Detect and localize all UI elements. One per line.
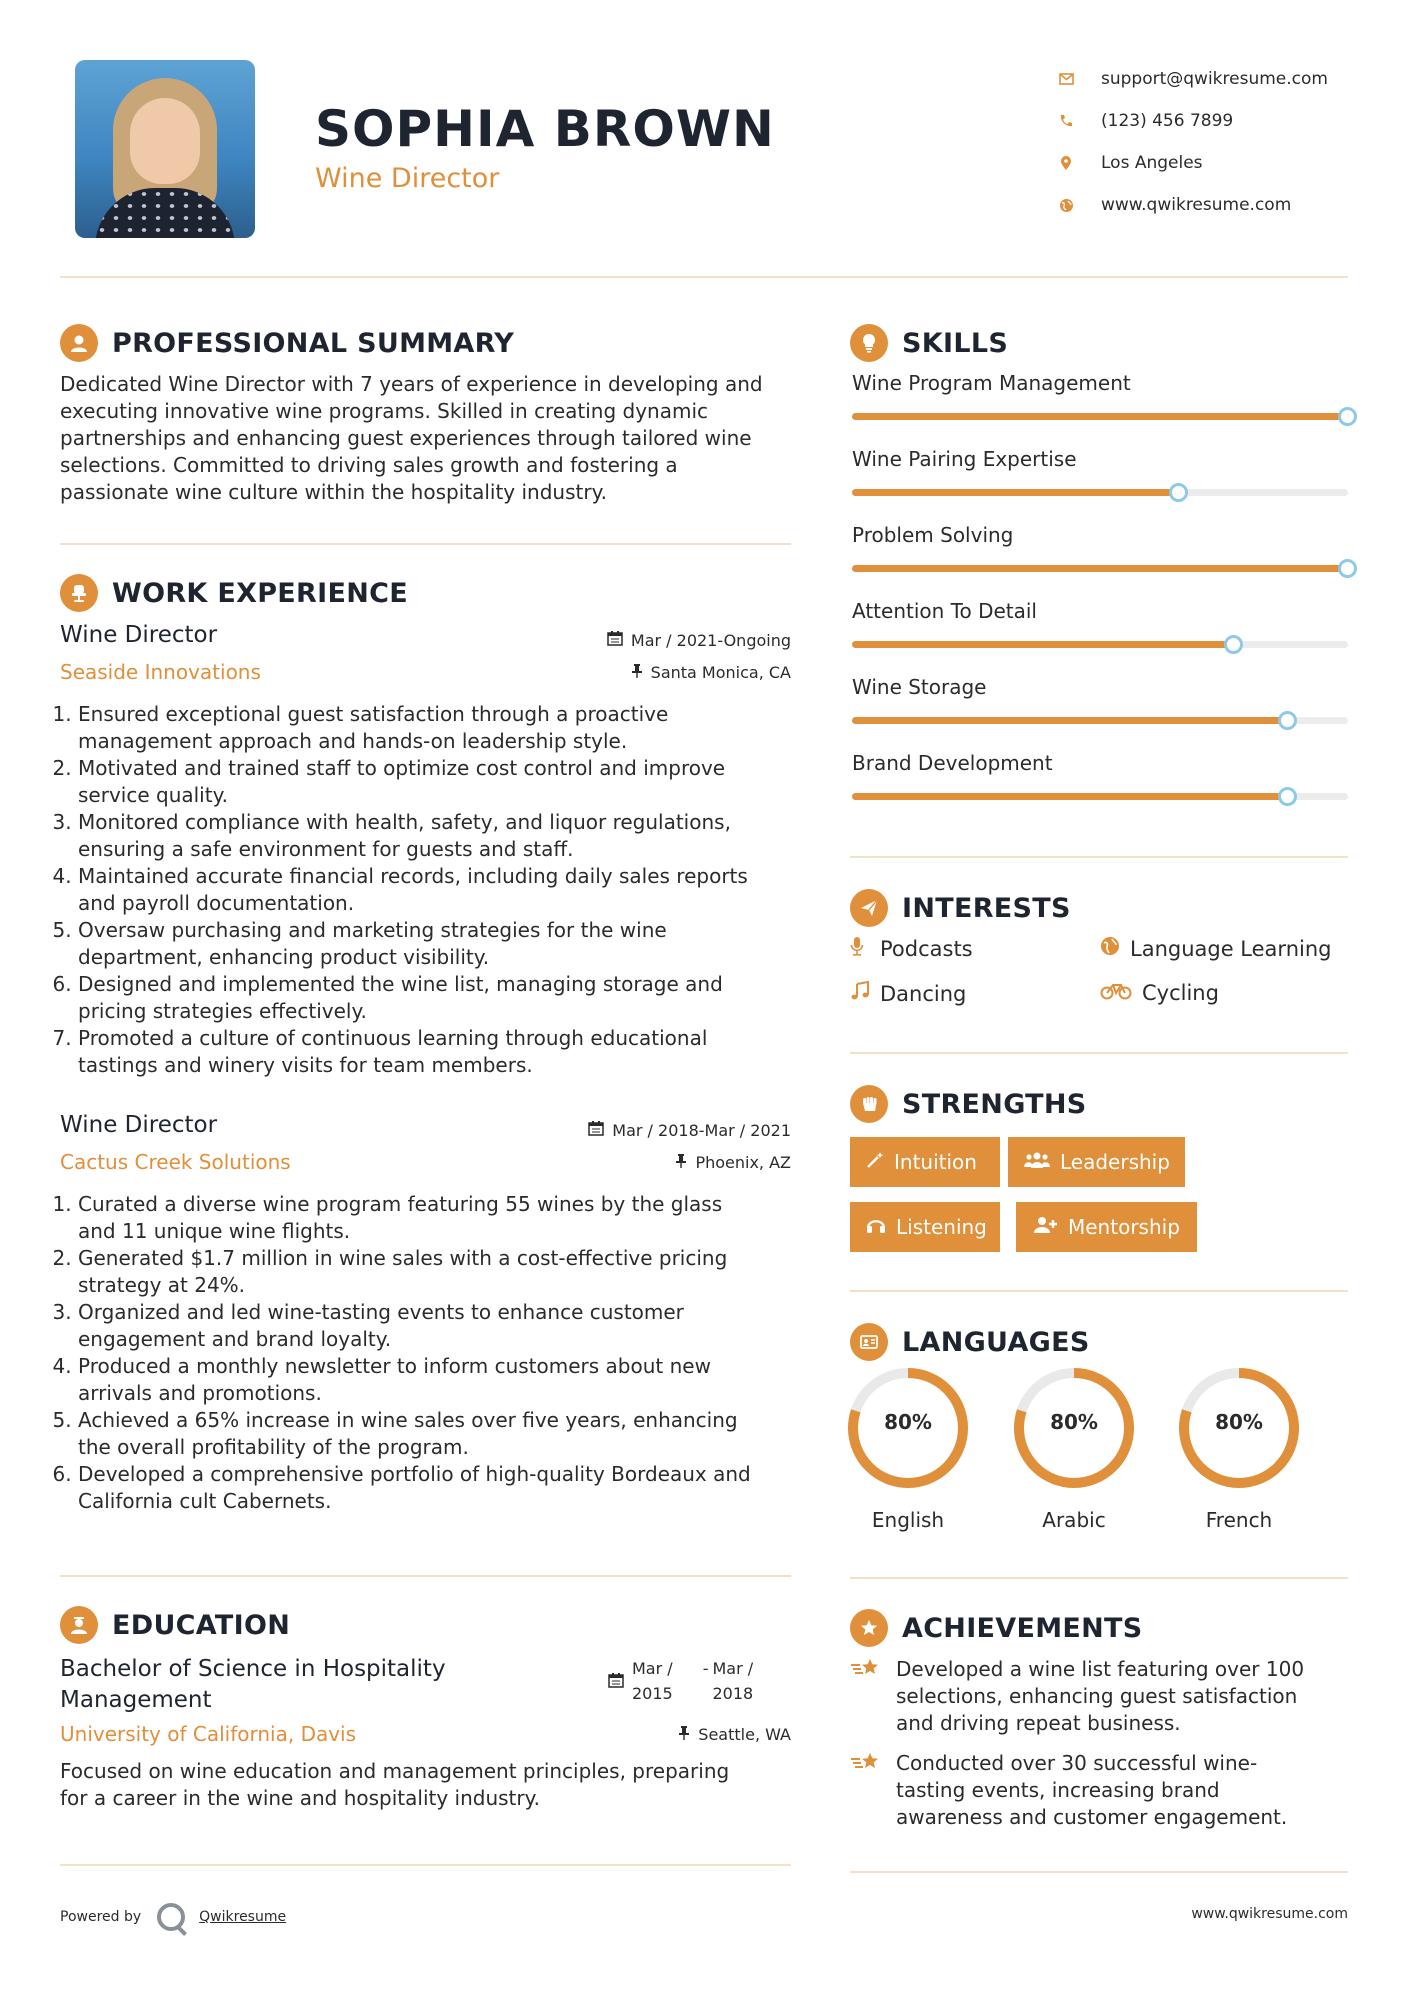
lightbulb-icon: [850, 324, 888, 362]
list-item: 2. Motivated and trained staff to optimize cost control and improve service quality.: [78, 755, 800, 809]
brand-link[interactable]: Qwikresume: [199, 1909, 287, 1925]
languages-heading: [850, 1323, 1090, 1361]
interests-heading: [850, 889, 1071, 927]
pushpin-icon: [675, 1153, 687, 1172]
footer-powered-by: [60, 1903, 286, 1931]
education-location: Seattle, WA: [678, 1725, 791, 1744]
skill-label: Brand Development: [852, 751, 1053, 775]
skill-item: [852, 371, 1348, 420]
skills-divider: [850, 856, 1348, 858]
bicycle-icon: [1100, 982, 1142, 1005]
candidate-title: Wine Director: [315, 163, 500, 194]
job-2-date: Mar / 2018-Mar / 2021: [588, 1120, 791, 1140]
powered-by-label: Powered by: [60, 1909, 142, 1925]
add-user-icon: [1032, 1216, 1058, 1239]
interests-divider: [850, 1052, 1348, 1054]
contact-list: [1055, 58, 1328, 226]
job-1-title: Wine Director: [60, 622, 218, 648]
microphone-icon: [850, 936, 880, 961]
strength-leadership: Leadership: [1008, 1137, 1185, 1187]
education-title: EDUCATION: [112, 1609, 291, 1641]
language-name: French: [1205, 1508, 1273, 1532]
list-item: 3. Organized and led wine-tasting events to enhance customer engagement and brand loyalty.: [78, 1299, 800, 1353]
job-2-title: Wine Director: [60, 1112, 218, 1138]
summary-divider: [60, 543, 791, 545]
skill-label: Wine Program Management: [852, 371, 1131, 395]
skill-item: [852, 599, 1348, 648]
contact-website[interactable]: [1055, 184, 1328, 226]
phone-icon: [1055, 114, 1077, 128]
list-item: 7. Promoted a culture of continuous learning through educational tastings and winery visits for team members.: [78, 1025, 800, 1079]
language-name: English: [871, 1508, 945, 1532]
job-2-location: Phoenix, AZ: [675, 1153, 791, 1172]
chair-icon: [60, 574, 98, 612]
achievement-1: Developed a wine list featuring over 100 selections, enhancing guest satisfaction and driving repeat business.: [850, 1656, 1326, 1737]
job-1-date: Mar / 2021-Ongoing: [607, 630, 791, 650]
user-icon: [60, 324, 98, 362]
skill-bar-fill: [852, 413, 1348, 420]
language-item: [846, 1366, 970, 1532]
list-item: 4. Maintained accurate financial records, including daily sales reports and payroll documentation.: [78, 863, 800, 917]
skill-item: [852, 447, 1348, 496]
job-2-company: Cactus Creek Solutions: [60, 1150, 291, 1174]
language-item: [1012, 1366, 1136, 1532]
list-item: 3. Monitored compliance with health, safety, and liquor regulations, ensuring a safe environment for guests and staff.: [78, 809, 800, 863]
globe-icon: [1055, 198, 1077, 213]
summary-title: PROFESSIONAL SUMMARY: [112, 327, 515, 359]
education-heading: [60, 1606, 290, 1644]
skill-bar-fill: [852, 717, 1288, 724]
languages-divider: [850, 1577, 1348, 1579]
education-date: Mar / 2015 - Mar / 2018: [608, 1656, 753, 1706]
pushpin-icon: [631, 663, 643, 682]
skill-item: [852, 675, 1348, 724]
music-note-icon: [850, 981, 880, 1006]
contact-location-text: Los Angeles: [1101, 153, 1203, 173]
contact-location: [1055, 142, 1328, 184]
contact-email[interactable]: [1055, 58, 1328, 100]
job-2-bullets: [60, 1191, 800, 1515]
skill-label: Attention To Detail: [852, 599, 1037, 623]
skill-label: Wine Pairing Expertise: [852, 447, 1077, 471]
skill-bar: [852, 641, 1348, 648]
strength-mentorship: Mentorship: [1016, 1202, 1197, 1252]
achievements-title: ACHIEVEMENTS: [902, 1612, 1143, 1644]
list-item: 6. Developed a comprehensive portfolio of high-quality Bordeaux and California cult Cabernets.: [78, 1461, 800, 1515]
interest-cycling: Cycling: [1100, 981, 1219, 1005]
qwikresume-logo-icon: [157, 1903, 185, 1931]
location-pin-icon: [1055, 156, 1077, 171]
pushpin-icon: [678, 1725, 690, 1744]
education-divider: [60, 1864, 791, 1866]
candidate-name: SOPHIA BROWN: [315, 100, 775, 158]
contact-phone-text: (123) 456 7899: [1101, 111, 1234, 131]
skill-bar: [852, 565, 1348, 572]
skill-bar-fill: [852, 565, 1348, 572]
headphones-icon: [866, 1216, 886, 1239]
skill-bar: [852, 489, 1348, 496]
strengths-divider: [850, 1290, 1348, 1292]
summary-text: Dedicated Wine Director with 7 years of experience in developing and executing innovative wine programs. Skilled in creating dynamic partnerships and enhancing guest experiences through tailored wine selections. Committed to driving sales growth and fostering a passionate wine culture within the hospitality industry.: [60, 372, 763, 504]
list-item: 5. Achieved a 65% increase in wine sales over five years, enhancing the overall profitability of the program.: [78, 1407, 800, 1461]
job-1-company: Seaside Innovations: [60, 660, 261, 684]
interest-podcasts: Podcasts: [850, 936, 973, 961]
achievement-2: Conducted over 30 successful wine- tasting events, increasing brand awareness and customer engagement.: [850, 1750, 1326, 1831]
school-name: University of California, Davis: [60, 1722, 357, 1746]
list-item: 1. Curated a diverse wine program featuring 55 wines by the glass and 11 unique wine flights.: [78, 1191, 800, 1245]
skill-bar-knob: [1224, 635, 1243, 654]
interest-dancing: Dancing: [850, 981, 966, 1006]
group-icon: [1024, 1151, 1050, 1174]
shooting-star-icon: [850, 1750, 896, 1831]
list-item: 4. Produced a monthly newsletter to inform customers about new arrivals and promotions.: [78, 1353, 800, 1407]
contact-email-text: support@qwikresume.com: [1101, 69, 1328, 89]
skill-bar: [852, 413, 1348, 420]
profile-photo: [75, 60, 255, 238]
strength-listening: Listening: [850, 1202, 1000, 1252]
skill-bar-fill: [852, 793, 1288, 800]
list-item: 2. Generated $1.7 million in wine sales with a cost-effective pricing strategy at 24%.: [78, 1245, 800, 1299]
globe-icon: [1100, 936, 1130, 961]
skill-bar-fill: [852, 641, 1234, 648]
skill-label: Wine Storage: [852, 675, 987, 699]
experience-heading: [60, 574, 408, 612]
skill-bar-knob: [1338, 407, 1357, 426]
list-item: 1. Ensured exceptional guest satisfaction through a proactive management approach and hands-on leadership style.: [78, 701, 800, 755]
job-1-bullets: [60, 701, 800, 1079]
contact-website-text: www.qwikresume.com: [1101, 195, 1292, 215]
language-percent: 80%: [884, 1410, 932, 1434]
contact-phone[interactable]: [1055, 100, 1328, 142]
skill-bar-fill: [852, 489, 1179, 496]
skill-item: [852, 751, 1348, 800]
language-percent: 80%: [1050, 1410, 1098, 1434]
paper-plane-icon: [850, 889, 888, 927]
id-card-icon: [850, 1323, 888, 1361]
skill-bar-knob: [1338, 559, 1357, 578]
experience-divider: [60, 1575, 791, 1577]
interests-title: INTERESTS: [902, 892, 1071, 924]
header-divider: [60, 276, 1348, 278]
list-item: 5. Oversaw purchasing and marketing strategies for the wine department, enhancing product visibility.: [78, 917, 800, 971]
interest-language-learning: Language Learning: [1100, 936, 1331, 961]
experience-title: WORK EXPERIENCE: [112, 577, 408, 609]
skill-bar-knob: [1278, 787, 1297, 806]
skill-bar-knob: [1169, 483, 1188, 502]
skill-item: [852, 523, 1348, 572]
summary-heading: [60, 324, 514, 362]
skill-bar-knob: [1278, 711, 1297, 730]
skill-bar: [852, 793, 1348, 800]
education-description: Focused on wine education and management principles, preparing for a career in the wine and hospitality industry.: [60, 1759, 730, 1810]
skill-bar: [852, 717, 1348, 724]
calendar-icon: [607, 630, 623, 650]
envelope-icon: [1055, 73, 1077, 85]
language-item: [1177, 1366, 1301, 1532]
magic-wand-icon: [866, 1151, 884, 1174]
strengths-title: STRENGTHS: [902, 1088, 1087, 1120]
calendar-icon: [608, 1656, 624, 1706]
achievements-divider: [850, 1871, 1348, 1873]
shooting-star-icon: [850, 1656, 896, 1737]
skill-label: Problem Solving: [852, 523, 1014, 547]
languages-title: LANGUAGES: [902, 1326, 1090, 1358]
strengths-heading: [850, 1085, 1087, 1123]
language-percent: 80%: [1215, 1410, 1263, 1434]
skills-heading: [850, 324, 1008, 362]
strength-intuition: Intuition: [850, 1137, 1000, 1187]
job-1-location: Santa Monica, CA: [631, 663, 791, 682]
calendar-icon: [588, 1120, 604, 1140]
footer-website-link[interactable]: www.qwikresume.com: [1191, 1906, 1348, 1922]
fist-icon: [850, 1085, 888, 1123]
language-name: Arabic: [1042, 1508, 1106, 1532]
achievements-heading: [850, 1609, 1143, 1647]
star-badge-icon: [850, 1609, 888, 1647]
skills-title: SKILLS: [902, 327, 1009, 359]
degree-title: Bachelor of Science in Hospitality Management: [60, 1656, 446, 1713]
graduate-icon: [60, 1606, 98, 1644]
list-item: 6. Designed and implemented the wine list, managing storage and pricing strategies effectively.: [78, 971, 800, 1025]
